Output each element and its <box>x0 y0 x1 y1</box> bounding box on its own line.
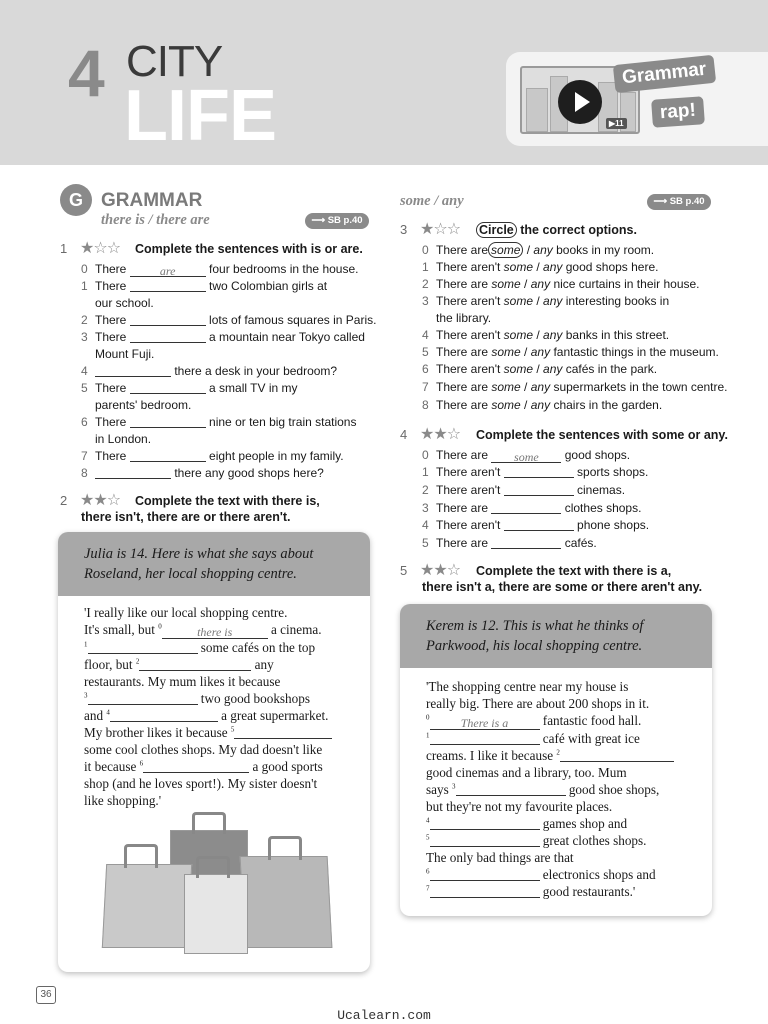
answer-blank[interactable]: there is <box>162 626 268 639</box>
difficulty-stars: ★☆☆ <box>420 219 461 238</box>
exercise-instruction-line2: there isn't, there are or there aren't. <box>81 510 291 524</box>
shopping-bags-illustration <box>100 808 340 958</box>
julia-text-card <box>58 532 370 972</box>
exercise-item: 3 There a mountain near Tokyo called <box>81 330 365 344</box>
answer-blank[interactable] <box>504 466 574 478</box>
exercise-item-continuation: parents' bedroom. <box>95 398 192 412</box>
kerem-text-card <box>400 604 712 916</box>
exercise-item: 4 there a desk in your bedroom? <box>81 364 338 378</box>
answer-blank[interactable] <box>139 658 251 671</box>
answer-blank[interactable] <box>504 519 574 531</box>
card-text: 'The shopping centre near my house is really big. There are about 200 shops in it. $^0$ There is a fantastic food hall. $^1$ café with great ice creams. I like it because $^2$ good cinemas and a library, too. Mum says $^3$ good shoe shops, but they're not my favourite places. $^4$ games shop and $^5$ great clothes shops. The only bad things are that $^6$ electronics shops and $^7$ good restaurants.' <box>426 678 706 900</box>
exercise-item-continuation: the library. <box>436 311 492 325</box>
exercise-item: 1 There two Colombian girls at <box>81 279 328 293</box>
exercise-number: 1 <box>60 241 68 256</box>
option-some[interactable]: some <box>503 328 534 342</box>
answer-blank[interactable] <box>95 467 171 479</box>
shopping-bag-icon <box>240 856 333 948</box>
option-any[interactable]: any <box>543 260 563 274</box>
grammar-icon: G <box>60 184 92 216</box>
answer-blank[interactable] <box>110 709 218 722</box>
option-any[interactable]: any <box>543 328 563 342</box>
video-number-badge: ▶11 <box>606 118 627 129</box>
unit-title-line1: CITY <box>126 37 223 86</box>
exercise-item: 0 There are some / any books in my room. <box>422 243 655 257</box>
exercise-item: 1 There aren't sports shops. <box>422 465 649 479</box>
answer-blank[interactable]: some <box>491 451 561 463</box>
answer-blank[interactable] <box>491 502 561 514</box>
option-some[interactable]: some <box>491 398 521 412</box>
answer-blank[interactable] <box>130 280 206 292</box>
exercise-item: 7 There eight people in my family. <box>81 449 344 463</box>
exercise-item: 8 There are some / any chairs in the garden. <box>422 398 663 412</box>
rap-label: rap! <box>651 96 705 128</box>
exercise-item-continuation: our school. <box>95 296 154 310</box>
answer-blank[interactable] <box>234 726 332 739</box>
answer-blank[interactable] <box>95 365 171 377</box>
exercise-item: 3 There are clothes shops. <box>422 501 642 515</box>
answer-blank[interactable]: are <box>130 265 206 277</box>
option-any[interactable]: any <box>543 362 563 376</box>
unit-title-line2: LIFE <box>124 76 276 156</box>
grammar-rap-card[interactable] <box>506 52 768 146</box>
exercise-number: 5 <box>400 563 408 578</box>
answer-blank[interactable] <box>430 885 540 898</box>
grammar-rap-label: Grammar <box>613 55 716 93</box>
difficulty-stars: ★★☆ <box>420 424 461 443</box>
answer-blank[interactable] <box>130 382 206 394</box>
option-some[interactable]: some <box>503 294 534 308</box>
answer-blank[interactable] <box>456 783 566 796</box>
answer-blank[interactable] <box>491 537 561 549</box>
exercise-item: 5 There are cafés. <box>422 536 597 550</box>
answer-blank[interactable] <box>504 484 574 496</box>
exercise-item: 3 There aren't some / any interesting books in <box>422 294 670 308</box>
exercise-instruction: Complete the sentences with is or are. <box>135 242 363 256</box>
option-any[interactable]: any <box>530 277 551 291</box>
exercise-item: 5 There are some / any fantastic things in the museum. <box>422 345 719 359</box>
option-some[interactable]: some <box>503 362 534 376</box>
sb-page-reference[interactable]: ⟶ SB p.40 <box>647 194 711 210</box>
unit-number: 4 <box>68 36 105 110</box>
option-any[interactable]: any <box>530 398 551 412</box>
answer-blank[interactable] <box>88 692 198 705</box>
exercise-item: 4 There aren't some / any banks in this street. <box>422 328 670 342</box>
option-any[interactable]: any <box>530 380 551 394</box>
shopping-bag-icon <box>184 874 248 954</box>
option-some[interactable]: some <box>491 277 521 291</box>
site-footer: Ucalearn.com <box>337 1008 431 1023</box>
exercise-number: 3 <box>400 222 408 237</box>
sb-page-reference[interactable]: ⟶ SB p.40 <box>305 213 369 229</box>
answer-blank[interactable] <box>130 450 206 462</box>
exercise-item: 2 There aren't cinemas. <box>422 483 626 497</box>
answer-blank[interactable] <box>130 331 206 343</box>
difficulty-stars: ★★☆ <box>420 560 461 579</box>
exercise-item: 8 there any good shops here? <box>81 466 324 480</box>
exercise-item: 5 There a small TV in my <box>81 381 298 395</box>
exercise-instruction: Complete the text with there is a, <box>476 564 672 578</box>
option-any[interactable]: any <box>543 294 563 308</box>
exercise-item: 1 There aren't some / any good shops here. <box>422 260 659 274</box>
answer-blank[interactable] <box>130 314 206 326</box>
exercise-instruction: Circle the correct options. <box>476 223 637 237</box>
answer-blank[interactable] <box>430 817 540 830</box>
exercise-item: 4 There aren't phone shops. <box>422 518 650 532</box>
card-heading: Kerem is 12. This is what he thinks of Parkwood, his local shopping centre. <box>400 604 712 668</box>
grammar-subtitle: there is / there are <box>101 212 210 228</box>
exercise-instruction-line2: there isn't a, there are some or there aren't any. <box>422 580 703 594</box>
answer-blank[interactable]: There is a <box>430 717 540 730</box>
answer-blank[interactable] <box>88 641 198 654</box>
option-any[interactable]: any <box>533 243 553 257</box>
answer-blank[interactable] <box>430 868 540 881</box>
exercise-item: 7 There are some / any supermarkets in the town centre. <box>422 380 728 394</box>
option-some[interactable]: some <box>488 242 523 258</box>
exercise-item-continuation: Mount Fuji. <box>95 347 155 361</box>
exercise-item: 2 There lots of famous squares in Paris. <box>81 313 377 327</box>
option-some[interactable]: some <box>491 380 521 394</box>
option-some[interactable]: some <box>491 345 521 359</box>
option-some[interactable]: some <box>503 260 534 274</box>
page-number: 36 <box>36 986 56 1004</box>
exercise-item-continuation: in London. <box>95 432 152 446</box>
option-any[interactable]: any <box>530 345 551 359</box>
exercise-item: 0 There are four bedrooms in the house. <box>81 262 359 278</box>
exercise-instruction: Complete the sentences with some or any. <box>476 428 728 442</box>
exercise-number: 4 <box>400 427 408 442</box>
exercise-item: 6 There nine or ten big train stations <box>81 415 357 429</box>
card-text: 'I really like our local shopping centre. It's small, but $^0$ there is a cinema. $^1$ some cafés on the top floor, but $^2$ any restaurants. My mum likes it because $^3$ two good bookshops and $^4$ a great supermarket. My brother likes it because $^5$ some cool clothes shops. My dad doesn't like it because $^6$ a good sports shop (and he loves sport!). My sister doesn't like shopping.' <box>84 604 364 809</box>
answer-blank[interactable] <box>143 760 249 773</box>
answer-blank[interactable] <box>560 749 674 762</box>
exercise-instruction: Complete the text with there is, <box>135 494 320 508</box>
difficulty-stars: ★★☆ <box>80 490 121 509</box>
exercise-item: 6 There aren't some / any cafés in the park. <box>422 362 658 376</box>
exercise-number: 2 <box>60 493 68 508</box>
exercise-item: 0 There are some good shops. <box>422 448 631 464</box>
exercise-item: 2 There are some / any nice curtains in their house. <box>422 277 700 291</box>
answer-blank[interactable] <box>430 732 540 745</box>
grammar-heading: GRAMMAR <box>101 190 203 211</box>
shopping-bag-icon <box>102 864 192 948</box>
answer-blank[interactable] <box>130 416 206 428</box>
play-icon[interactable] <box>558 80 602 124</box>
card-heading: Julia is 14. Here is what she says about Roseland, her local shopping centre. <box>58 532 370 596</box>
some-any-subtitle: some / any <box>400 193 464 209</box>
unit-header <box>0 0 768 165</box>
answer-blank[interactable] <box>430 834 540 847</box>
difficulty-stars: ★☆☆ <box>80 238 121 257</box>
